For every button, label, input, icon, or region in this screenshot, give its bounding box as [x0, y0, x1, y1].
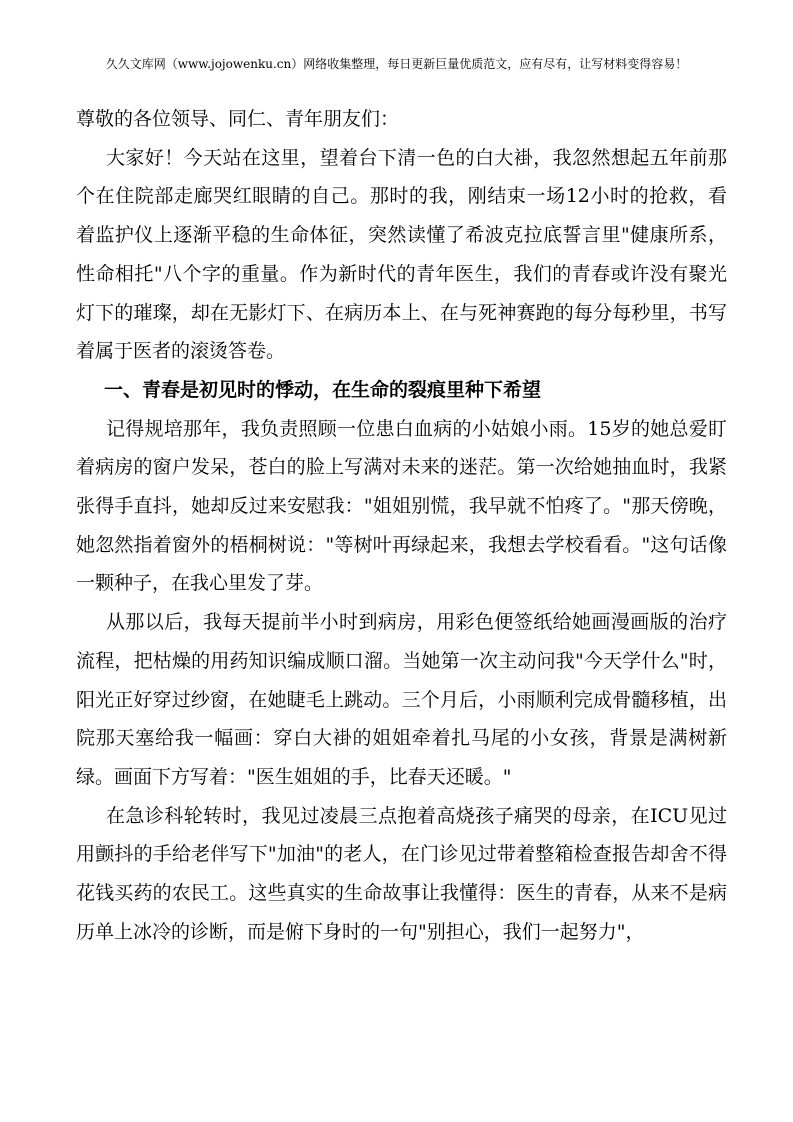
salutation: 尊敬的各位领导、同仁、青年朋友们： [76, 108, 400, 130]
section-paragraph: 从那以后，我每天提前半小时到病房，用彩色便签纸给她画漫画版的治疗流程，把枯燥的用药知识编成顺口溜。当她第一次主动问我"今天学什么"时，阳光正好穿过纱窗，在她睫毛上跳动。三个月后，小雨顺利完成骨髓移植，出院那天塞给我一幅画：穿白大褂的姐姐牵着扎马尾的小女孩，背景是满树新绿。画面下方写着："医生姐姐的手，比春天还暖。" [76, 611, 727, 788]
document-body [76, 100, 727, 951]
page-header: 久久文库网（www.jojowenku.cn）网络收集整理，每日更新巨量优质范文，应有尽有，让写材料变得容易！ [105, 57, 688, 71]
section-paragraph: 记得规培那年，我负责照顾一位患白血病的小姑娘小雨。15岁的她总爱盯着病房的窗户发呆，苍白的脸上写满对未来的迷茫。第一次给她抽血时，我紧张得手直抖，她却反过来安慰我："姐姐别慌，我早就不怕疼了。"那天傍晚，她忽然指着窗外的梧桐树说："等树叶再绿起来，我想去学校看看。"这句话像一颗种子，在我心里发了芽。 [76, 417, 727, 595]
section-paragraph: 在急诊科轮转时，我见过凌晨三点抱着高烧孩子痛哭的母亲，在ICU见过用颤抖的手给老伴写下"加油"的老人，在门诊见过带着整箱检查报告却舍不得花钱买药的农民工。这些真实的生命故事让我懂得：医生的青春，从来不是病历单上冰冷的诊断，而是俯下身时的一句"别担心，我们一起努力"， [76, 804, 727, 943]
section-heading: 一、青春是初见时的悸动，在生命的裂痕里种下希望 [104, 378, 542, 401]
intro-paragraph: 大家好！今天站在这里，望着台下清一色的白大褂，我忽然想起五年前那个在住院部走廊哭红眼睛的自己。那时的我，刚结束一场12小时的抢救，看着监护仪上逐渐平稳的生命体征，突然读懂了希波克拉底誓言里"健康所系，性命相托"八个字的重量。作为新时代的青年医生，我们的青春或许没有聚光灯下的璀璨，却在无影灯下、在病历本上、在与死神赛跑的每分每秒里，书写着属于医者的滚烫答卷。 [76, 146, 727, 363]
